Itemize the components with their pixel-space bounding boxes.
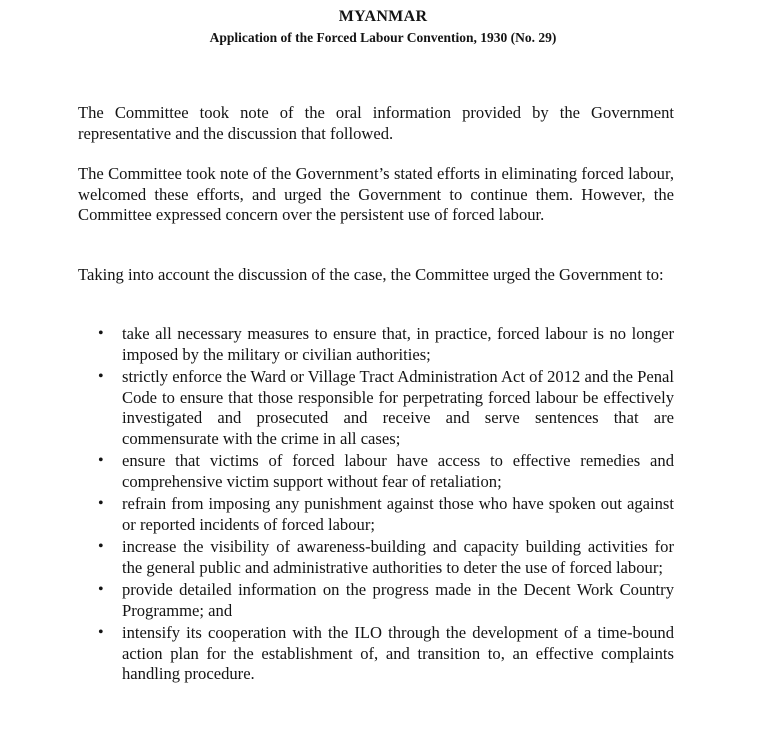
list-item-text: strictly enforce the Ward or Village Tract Administration Act of 2012 and the Penal Code to ensure that those responsible for perpetrating forced labour be effectively investigated and prosecuted and receive and serve sentences that are commensurate with the crime in all cases; (122, 367, 674, 448)
list-item (96, 324, 674, 365)
document-subtitle: Application of the Forced Labour Convention, 1930 (No. 29) (209, 30, 557, 45)
list-item (96, 537, 674, 578)
bullet-icon: • (98, 581, 104, 598)
bullet-icon: • (98, 538, 104, 555)
list-item-text: ensure that victims of forced labour have access to effective remedies and comprehensive victim support without fear of retaliation; (122, 451, 674, 491)
list-item-text: refrain from imposing any punishment against those who have spoken out against or reported incidents of forced labour; (122, 494, 674, 534)
list-item (96, 451, 674, 492)
bullet-icon: • (98, 325, 104, 342)
document-title: MYANMAR (338, 8, 428, 25)
recommendations-list (96, 324, 674, 687)
paragraph-committee-urged: Taking into account the discussion of the case, the Committee urged the Government to: (78, 265, 664, 284)
bullet-icon: • (98, 624, 104, 641)
list-item-text: take all necessary measures to ensure that, in practice, forced labour is no longer imposed by the military or civilian authorities; (122, 324, 674, 364)
list-item (96, 367, 674, 449)
list-item-text: provide detailed information on the progress made in the Decent Work Country Programme; and (122, 580, 674, 620)
list-item-text: intensify its cooperation with the ILO through the development of a time-bound action plan for the establishment of, and transition to, an effective complaints handling procedure. (122, 623, 674, 683)
bullet-icon: • (98, 452, 104, 469)
bullet-icon: • (98, 368, 104, 385)
list-item-text: increase the visibility of awareness-building and capacity building activities for the general public and administrative authorities to deter the use of forced labour; (122, 537, 674, 577)
paragraph-government-efforts: The Committee took note of the Government’s stated efforts in eliminating forced labour, welcomed these efforts, and urged the Government to continue them. However, the Committee expressed concern over the persistent use of forced labour. (78, 164, 674, 224)
paragraph-oral-information: The Committee took note of the oral information provided by the Government representative and the discussion that followed. (78, 103, 674, 143)
bullet-icon: • (98, 495, 104, 512)
list-item (96, 623, 674, 685)
list-item (96, 580, 674, 621)
list-item (96, 494, 674, 535)
